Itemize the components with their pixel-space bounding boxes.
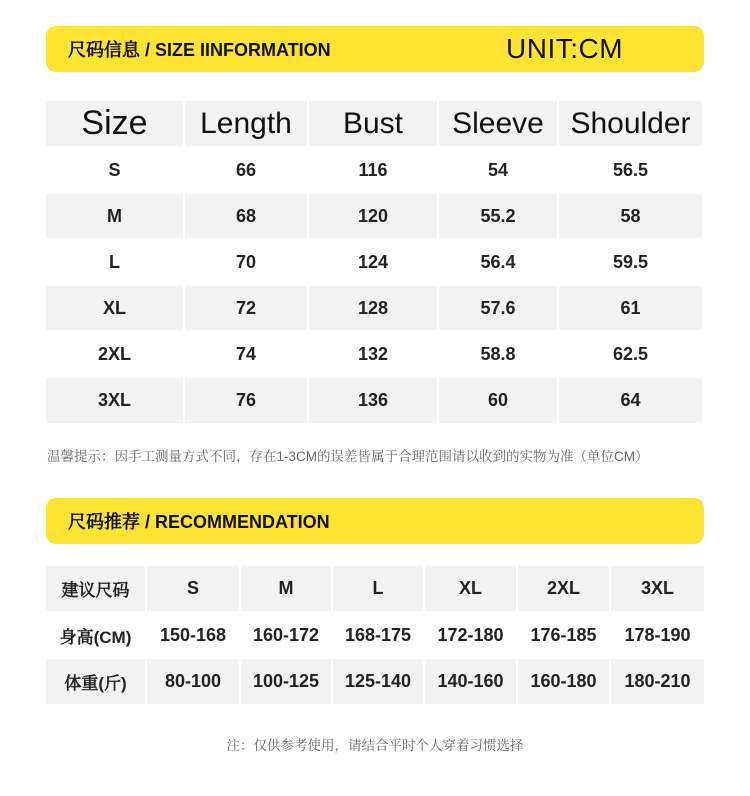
header-l: L — [332, 566, 424, 612]
shoulder-cell: 56.5 — [558, 147, 702, 193]
height-cell: 176-185 — [517, 612, 610, 658]
bust-cell: 116 — [308, 147, 438, 193]
header-s: S — [146, 566, 240, 612]
header-2xl: 2XL — [517, 566, 610, 612]
size-cell: 2XL — [46, 331, 184, 377]
recommendation-table — [46, 566, 704, 704]
recommendation-header-row — [46, 566, 704, 612]
bust-cell: 132 — [308, 331, 438, 377]
table-row — [46, 239, 702, 285]
height-cell: 172-180 — [424, 612, 517, 658]
sleeve-cell: 54 — [438, 147, 558, 193]
size-cell: L — [46, 239, 184, 285]
recommendation-title: 尺码推荐 / RECOMMENDATION — [68, 512, 330, 532]
bust-cell: 124 — [308, 239, 438, 285]
header-xl: XL — [424, 566, 517, 612]
length-cell: 76 — [184, 377, 308, 423]
size-table-header-row — [46, 101, 702, 147]
weight-cell: 125-140 — [332, 658, 424, 704]
shoulder-cell: 58 — [558, 193, 702, 239]
sleeve-cell: 60 — [438, 377, 558, 423]
weight-cell: 80-100 — [146, 658, 240, 704]
header-bust: Bust — [308, 101, 438, 147]
sleeve-cell: 58.8 — [438, 331, 558, 377]
size-cell: XL — [46, 285, 184, 331]
height-cell: 168-175 — [332, 612, 424, 658]
shoulder-cell: 64 — [558, 377, 702, 423]
weight-cell: 160-180 — [517, 658, 610, 704]
size-cell: 3XL — [46, 377, 184, 423]
header-m: M — [240, 566, 332, 612]
recommendation-banner — [46, 498, 704, 544]
measurement-note: 温馨提示：因手工测量方式不同，存在1-3CM的误差皆属于合理范围请以收到的实物为准（单位CM） — [47, 449, 649, 464]
sleeve-cell: 55.2 — [438, 193, 558, 239]
weight-cell: 180-210 — [610, 658, 704, 704]
shoulder-cell: 61 — [558, 285, 702, 331]
length-cell: 74 — [184, 331, 308, 377]
height-label: 身高(CM) — [46, 612, 146, 658]
bust-cell: 120 — [308, 193, 438, 239]
weight-label: 体重(斤) — [46, 658, 146, 704]
table-row — [46, 377, 702, 423]
length-cell: 66 — [184, 147, 308, 193]
header-size: Size — [46, 101, 184, 147]
weight-row — [46, 658, 704, 704]
sleeve-cell: 56.4 — [438, 239, 558, 285]
header-shoulder: Shoulder — [558, 101, 702, 147]
header-3xl: 3XL — [610, 566, 704, 612]
length-cell: 68 — [184, 193, 308, 239]
table-row — [46, 331, 702, 377]
length-cell: 70 — [184, 239, 308, 285]
reference-note: 注：仅供参考使用，请结合平时个人穿着习惯选择 — [226, 738, 524, 753]
bust-cell: 136 — [308, 377, 438, 423]
table-row — [46, 193, 702, 239]
header-sleeve: Sleeve — [438, 101, 558, 147]
table-row — [46, 285, 702, 331]
weight-cell: 100-125 — [240, 658, 332, 704]
shoulder-cell: 59.5 — [558, 239, 702, 285]
weight-cell: 140-160 — [424, 658, 517, 704]
table-row — [46, 147, 702, 193]
sleeve-cell: 57.6 — [438, 285, 558, 331]
size-info-banner — [46, 26, 704, 72]
bust-cell: 128 — [308, 285, 438, 331]
size-cell: M — [46, 193, 184, 239]
header-suggested-size: 建议尺码 — [46, 566, 146, 612]
height-cell: 150-168 — [146, 612, 240, 658]
height-row — [46, 612, 704, 658]
length-cell: 72 — [184, 285, 308, 331]
height-cell: 160-172 — [240, 612, 332, 658]
height-cell: 178-190 — [610, 612, 704, 658]
size-table — [46, 101, 702, 423]
size-cell: S — [46, 147, 184, 193]
unit-label: UNIT:CM — [506, 33, 624, 64]
header-length: Length — [184, 101, 308, 147]
size-info-title: 尺码信息 / SIZE IINFORMATION — [68, 40, 331, 60]
shoulder-cell: 62.5 — [558, 331, 702, 377]
